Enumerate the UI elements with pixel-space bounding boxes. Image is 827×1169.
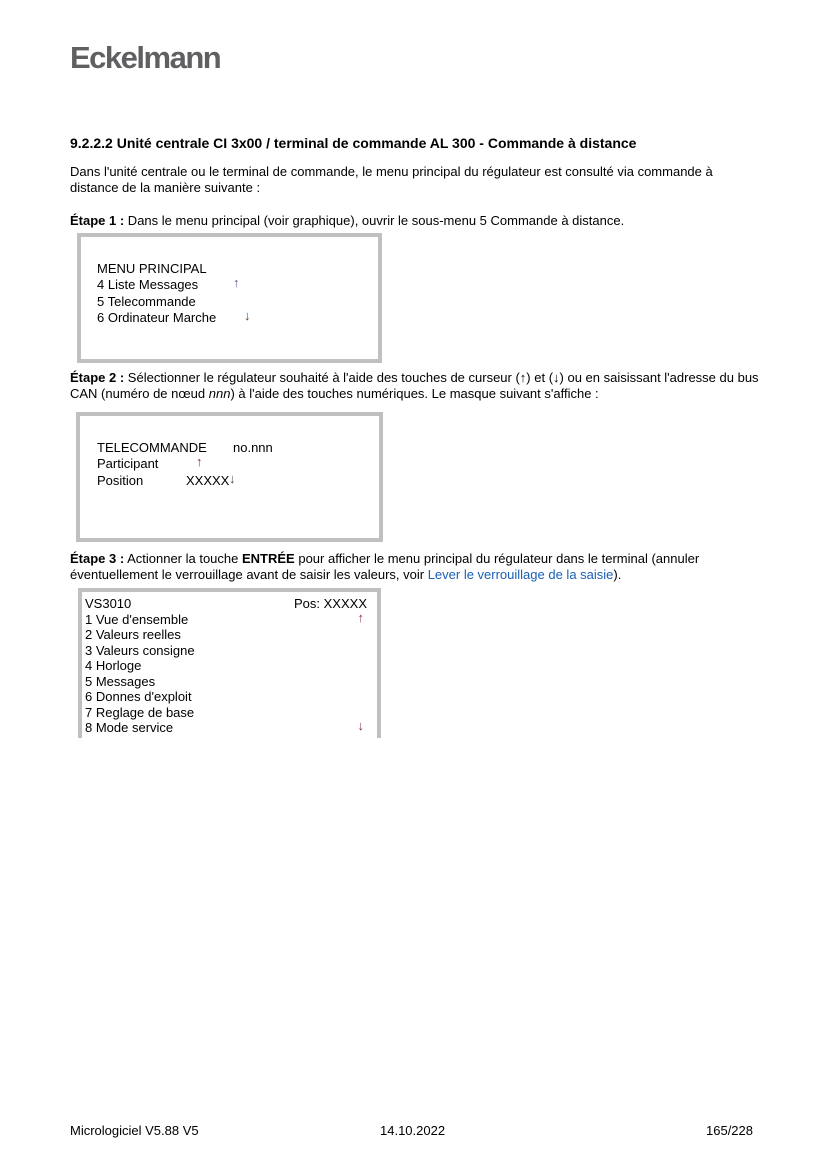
step-1-text: Dans le menu principal (voir graphique), ouvrir le sous-menu 5 Commande à distance. — [124, 213, 625, 228]
screen-main-menu — [77, 233, 382, 363]
menu-item: 3 Valeurs consigne — [85, 643, 195, 658]
menu-item: 7 Reglage de base — [85, 705, 195, 720]
menu-item: 8 Mode service — [85, 720, 174, 735]
step-2-text: Sélectionner le régulateur souhaité à l'aide des touches de curseur (↑) et (↓) ou en saisissant l'adresse du bus CAN (numéro de nœud — [70, 370, 759, 401]
menu-item: 6 Donnes d'exploit — [85, 689, 192, 704]
menu-item: 6 Ordinateur Marche — [97, 310, 217, 325]
unlock-input-link[interactable]: Lever le verrouillage de la saisie — [427, 567, 614, 582]
position-readout: Pos: XXXXX — [294, 596, 367, 611]
position-value: XXXXX — [186, 473, 230, 488]
step-3-text: ). — [613, 567, 622, 582]
eckelmann-logo: Eckelmann — [70, 40, 221, 75]
screen-telecommande — [76, 412, 383, 542]
step-3-text: Actionner la touche — [124, 551, 242, 566]
arrow-up-icon: ↑ — [357, 610, 364, 625]
step-2-text: ) à l'aide des touches numériques. Le masque suivant s'affiche : — [230, 386, 599, 401]
footer-firmware: Micrologiciel V5.88 V5 — [70, 1123, 199, 1138]
menu-item: 4 Liste Messages — [97, 277, 199, 292]
step-3-label: Étape 3 : — [70, 551, 125, 566]
footer-date: 14.10.2022 — [380, 1123, 446, 1138]
screen-controller-menu — [78, 588, 381, 738]
section-heading: 9.2.2.2 Unité centrale CI 3x00 / terminal de commande AL 300 - Commande à distance — [70, 135, 637, 151]
arrow-up-icon: ↑ — [196, 454, 203, 469]
menu-item: 4 Horloge — [85, 658, 142, 673]
menu-item: 1 Vue d'ensemble — [85, 612, 189, 627]
participant-label: Participant — [97, 456, 159, 471]
step-3 — [70, 551, 760, 583]
step-1-label: Étape 1 : — [70, 213, 125, 228]
arrow-down-icon: ↓ — [357, 718, 364, 733]
footer-page-number: 165/228 — [706, 1123, 753, 1138]
step-3-text: pour afficher le menu principal du régulateur dans le terminal (annuler éventuellement le verrouillage avant de saisir les valeurs, voir — [70, 551, 700, 582]
node-number: no.nnn — [233, 440, 273, 455]
menu-item: 5 Telecommande — [97, 294, 196, 309]
position-label: Position — [97, 473, 144, 488]
screen-title: VS3010 — [85, 596, 132, 611]
menu-item: 5 Messages — [85, 674, 156, 689]
step-2-italic: nnn — [208, 386, 231, 401]
screen-title: TELECOMMANDE — [97, 440, 207, 455]
intro-paragraph: Dans l'unité centrale ou le terminal de commande, le menu principal du régulateur est consulté via commande à distance de la manière suivante : — [70, 164, 713, 195]
enter-key-label: ENTRÉE — [242, 551, 295, 566]
step-1 — [70, 213, 760, 229]
step-2 — [70, 370, 760, 402]
step-2-label: Étape 2 : — [70, 370, 125, 385]
arrow-down-icon: ↓ — [244, 308, 251, 323]
arrow-down-icon: ↓ — [229, 471, 236, 486]
screen-title: MENU PRINCIPAL — [97, 261, 207, 276]
menu-item: 2 Valeurs reelles — [85, 627, 181, 642]
arrow-up-icon: ↑ — [233, 275, 240, 290]
